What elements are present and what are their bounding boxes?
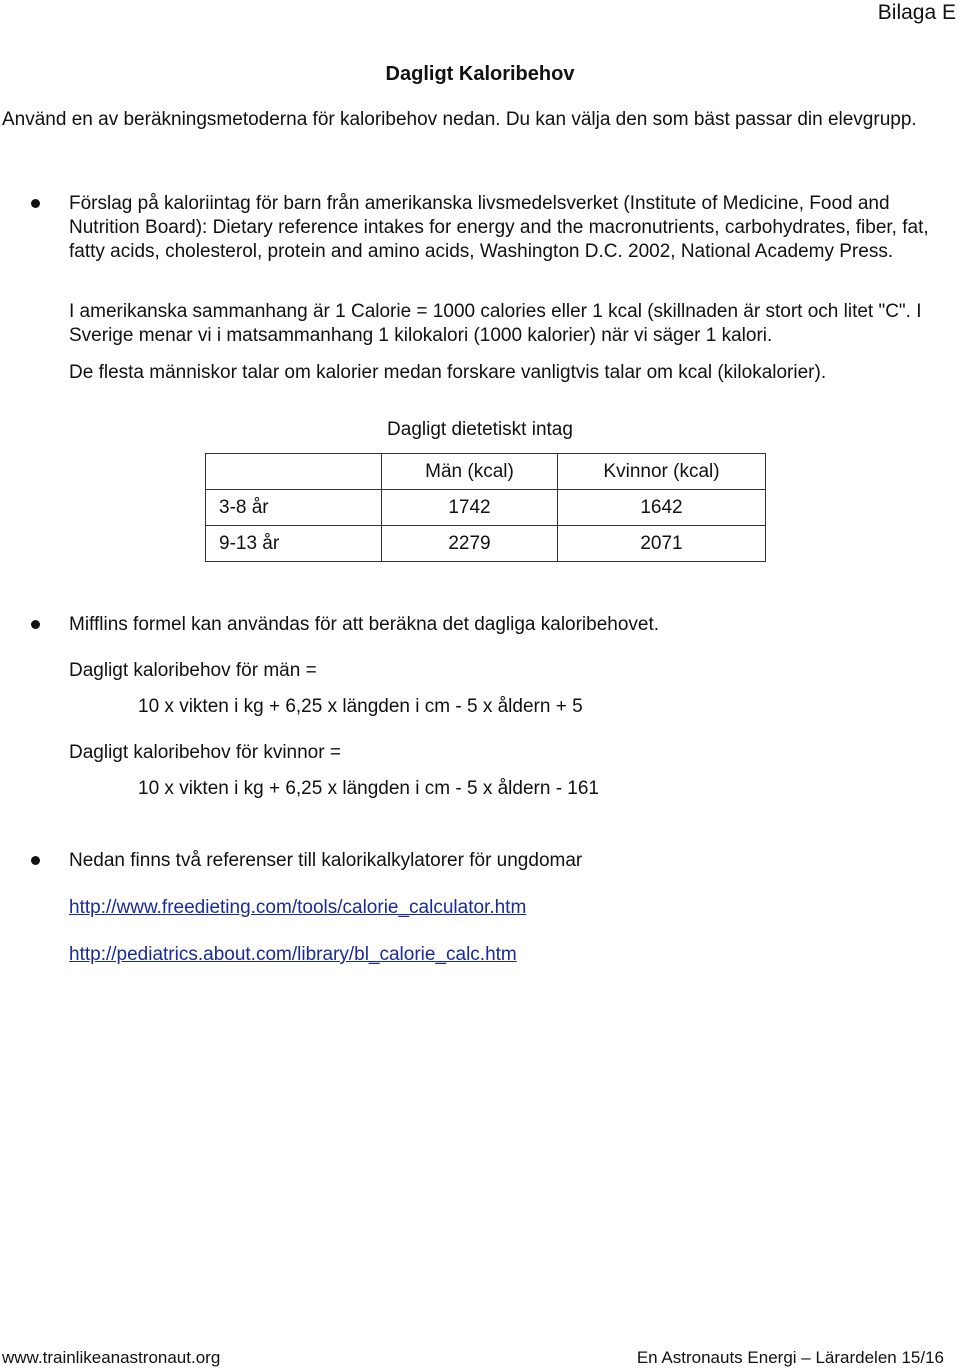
bullet-1-text: Förslag på kaloriintag för barn från amerikanska livsmedelsverket (Institute of Medicine, Food and Nutrition Board): Dietary reference intakes for energy and the macronutrients, carbohydrates, fiber, fat, fatty acids, cholesterol, protein and amino acids, Washington D.C. 2002, National Academy Press. <box>69 193 929 262</box>
women-formula-label: Dagligt kaloribehov för kvinnor = <box>69 742 341 763</box>
kcal-note: De flesta människor talar om kalorier medan forskare vanligtvis talar om kcal (kilokalorier). <box>69 362 827 383</box>
footer-website: www.trainlikeanastronaut.org <box>2 1348 221 1367</box>
link-item <box>69 896 954 920</box>
calorie-note: I amerikanska sammanhang är 1 Calorie = 1000 calories eller 1 kcal (skillnaden är stort och litet "C". I Sverige menar vi i matsammanhang 1 kilokalori (1000 kalorier) när vi säger 1 kalori. <box>69 301 922 346</box>
pediatrics-link[interactable]: http://pediatrics.about.com/library/bl_calorie_calc.htm <box>69 944 517 965</box>
intro-paragraph: Använd en av beräkningsmetoderna för kaloribehov nedan. Du kan välja den som bäst passar din elevgrupp. <box>2 109 917 130</box>
bullet-icon <box>31 856 40 865</box>
page-title: Dagligt Kaloribehov <box>385 63 575 85</box>
bullet-icon <box>31 620 40 629</box>
men-formula-label: Dagligt kaloribehov för män = <box>69 660 317 681</box>
footer-page-info: En Astronauts Energi – Lärardelen 15/16 <box>636 1348 944 1367</box>
table-row <box>206 490 766 526</box>
bullet-3-text: Nedan finns två referenser till kalorikalkylatorer för ungdomar <box>69 850 583 871</box>
table-header-cell: Kvinnor (kcal) <box>558 454 766 490</box>
table-row <box>206 526 766 562</box>
table-cell: 2279 <box>382 526 558 562</box>
table-header-cell <box>206 454 382 490</box>
table-header-row <box>206 454 766 490</box>
appendix-label: Bilaga E <box>877 1 956 24</box>
table-cell: 9-13 år <box>206 526 382 562</box>
freedieting-link[interactable]: http://www.freedieting.com/tools/calorie_calculator.htm <box>69 897 527 918</box>
table-cell: 1642 <box>558 490 766 526</box>
intake-table <box>205 453 766 562</box>
women-formula: 10 x vikten i kg + 6,25 x längden i cm - 5 x åldern - 161 <box>138 778 600 799</box>
bullet-2-text: Mifflins formel kan användas för att beräkna det dagliga kaloribehovet. <box>69 614 660 635</box>
link-item <box>69 943 954 967</box>
table-header-cell: Män (kcal) <box>382 454 558 490</box>
table-cell: 1742 <box>382 490 558 526</box>
table-caption: Dagligt dietetiskt intag <box>387 419 573 440</box>
table-cell: 3-8 år <box>206 490 382 526</box>
bullet-icon <box>31 199 40 208</box>
table-cell: 2071 <box>558 526 766 562</box>
men-formula: 10 x vikten i kg + 6,25 x längden i cm - 5 x åldern + 5 <box>138 696 583 717</box>
